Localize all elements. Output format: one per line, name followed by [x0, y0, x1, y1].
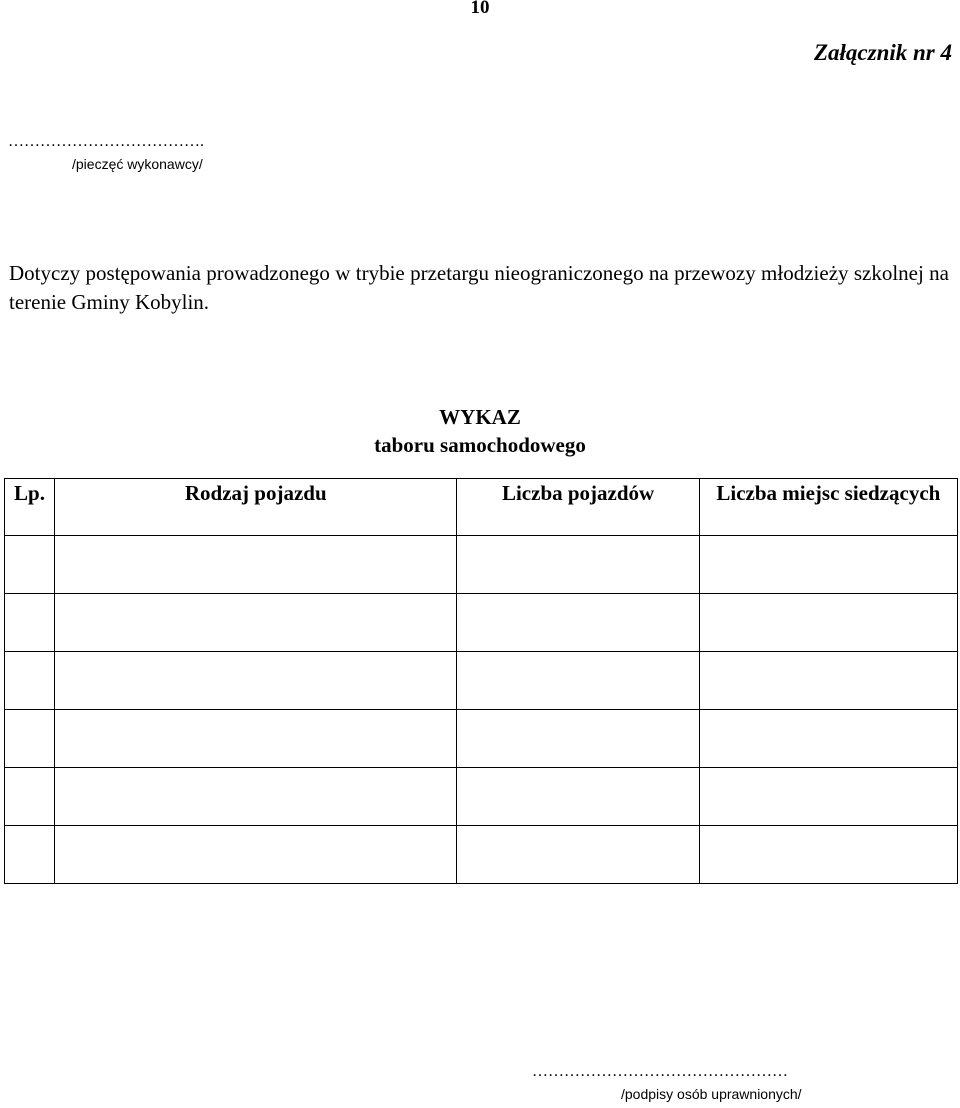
cell-lp[interactable] — [5, 826, 55, 884]
table-header-row — [5, 479, 958, 536]
cell-vehicle-type[interactable] — [55, 710, 457, 768]
cell-vehicle-type[interactable] — [55, 536, 457, 594]
document-heading — [0, 403, 960, 459]
fleet-table — [4, 478, 958, 884]
cell-vehicle-count[interactable] — [457, 768, 699, 826]
header-seat-count: Liczba miejsc siedzących — [699, 479, 957, 536]
cell-vehicle-count[interactable] — [457, 536, 699, 594]
cell-vehicle-type[interactable] — [55, 594, 457, 652]
page-number: 10 — [470, 0, 490, 18]
cell-lp[interactable] — [5, 536, 55, 594]
table-row — [5, 768, 958, 826]
signature-dotted-line: ………………………………………… — [532, 1063, 788, 1080]
cell-vehicle-count[interactable] — [457, 594, 699, 652]
cell-vehicle-type[interactable] — [55, 652, 457, 710]
table-row — [5, 594, 958, 652]
cell-seat-count[interactable] — [699, 826, 957, 884]
cell-lp[interactable] — [5, 768, 55, 826]
cell-lp[interactable] — [5, 710, 55, 768]
cell-vehicle-type[interactable] — [55, 826, 457, 884]
cell-seat-count[interactable] — [699, 652, 957, 710]
attachment-label: Załącznik nr 4 — [813, 40, 952, 65]
heading-subtitle: taboru samochodowego — [374, 433, 586, 457]
signature-label: /podpisy osób uprawnionych/ — [621, 1086, 802, 1102]
table-row — [5, 826, 958, 884]
cell-seat-count[interactable] — [699, 536, 957, 594]
cell-seat-count[interactable] — [699, 594, 957, 652]
cell-vehicle-count[interactable] — [457, 710, 699, 768]
intro-paragraph: Dotyczy postępowania prowadzonego w trybie przetargu nieograniczonego na przewozy młodzieży szkolnej na terenie Gminy Kobylin. — [9, 261, 949, 314]
cell-vehicle-count[interactable] — [457, 652, 699, 710]
cell-vehicle-count[interactable] — [457, 826, 699, 884]
stamp-dotted-line: ………………………………. — [8, 133, 204, 150]
table-row — [5, 652, 958, 710]
cell-vehicle-type[interactable] — [55, 768, 457, 826]
cell-seat-count[interactable] — [699, 710, 957, 768]
header-vehicle-type: Rodzaj pojazdu — [55, 479, 457, 536]
heading-title: WYKAZ — [439, 405, 521, 429]
header-vehicle-count: Liczba pojazdów — [457, 479, 699, 536]
cell-lp[interactable] — [5, 594, 55, 652]
stamp-label: /pieczęć wykonawcy/ — [72, 156, 203, 172]
header-lp: Lp. — [5, 479, 55, 536]
cell-seat-count[interactable] — [699, 768, 957, 826]
table-row — [5, 536, 958, 594]
cell-lp[interactable] — [5, 652, 55, 710]
table-row — [5, 710, 958, 768]
